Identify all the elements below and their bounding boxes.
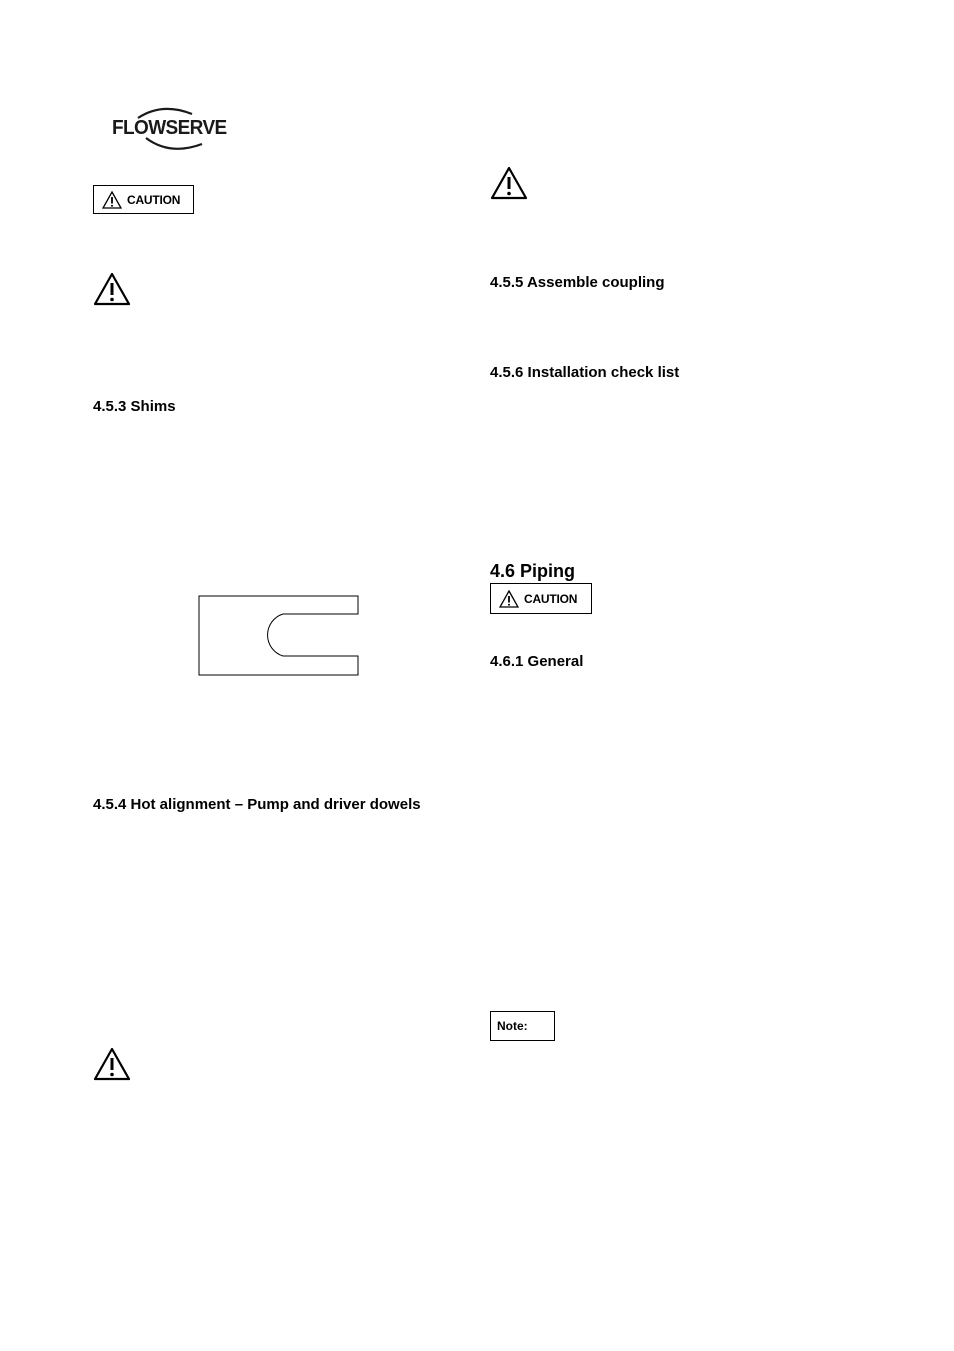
caution-text: CAUTION: [524, 591, 578, 606]
caution-triangle-icon: [102, 191, 122, 209]
caution-label-box: [93, 185, 194, 214]
heading-assemble-coupling: 4.5.5 Assemble coupling: [490, 274, 665, 291]
heading-shims: 4.5.3 Shims: [93, 398, 176, 415]
caution-label-box: [490, 583, 592, 614]
note-label-box: Note:: [490, 1011, 555, 1041]
warning-triangle-icon: [93, 272, 131, 306]
warning-triangle-icon: [490, 166, 528, 200]
shim-diagram: [198, 595, 360, 679]
caution-triangle-icon: [499, 590, 519, 608]
heading-piping: 4.6 Piping: [490, 561, 576, 581]
caution-text: CAUTION: [127, 192, 181, 207]
flowserve-logo: FLOWSERVE: [112, 117, 227, 140]
heading-hot-alignment: 4.5.4 Hot alignment – Pump and driver dowels: [93, 796, 421, 813]
warning-triangle-icon: [93, 1047, 131, 1081]
heading-installation-check-list: 4.5.6 Installation check list: [490, 364, 680, 381]
heading-general: 4.6.1 General: [490, 653, 584, 670]
